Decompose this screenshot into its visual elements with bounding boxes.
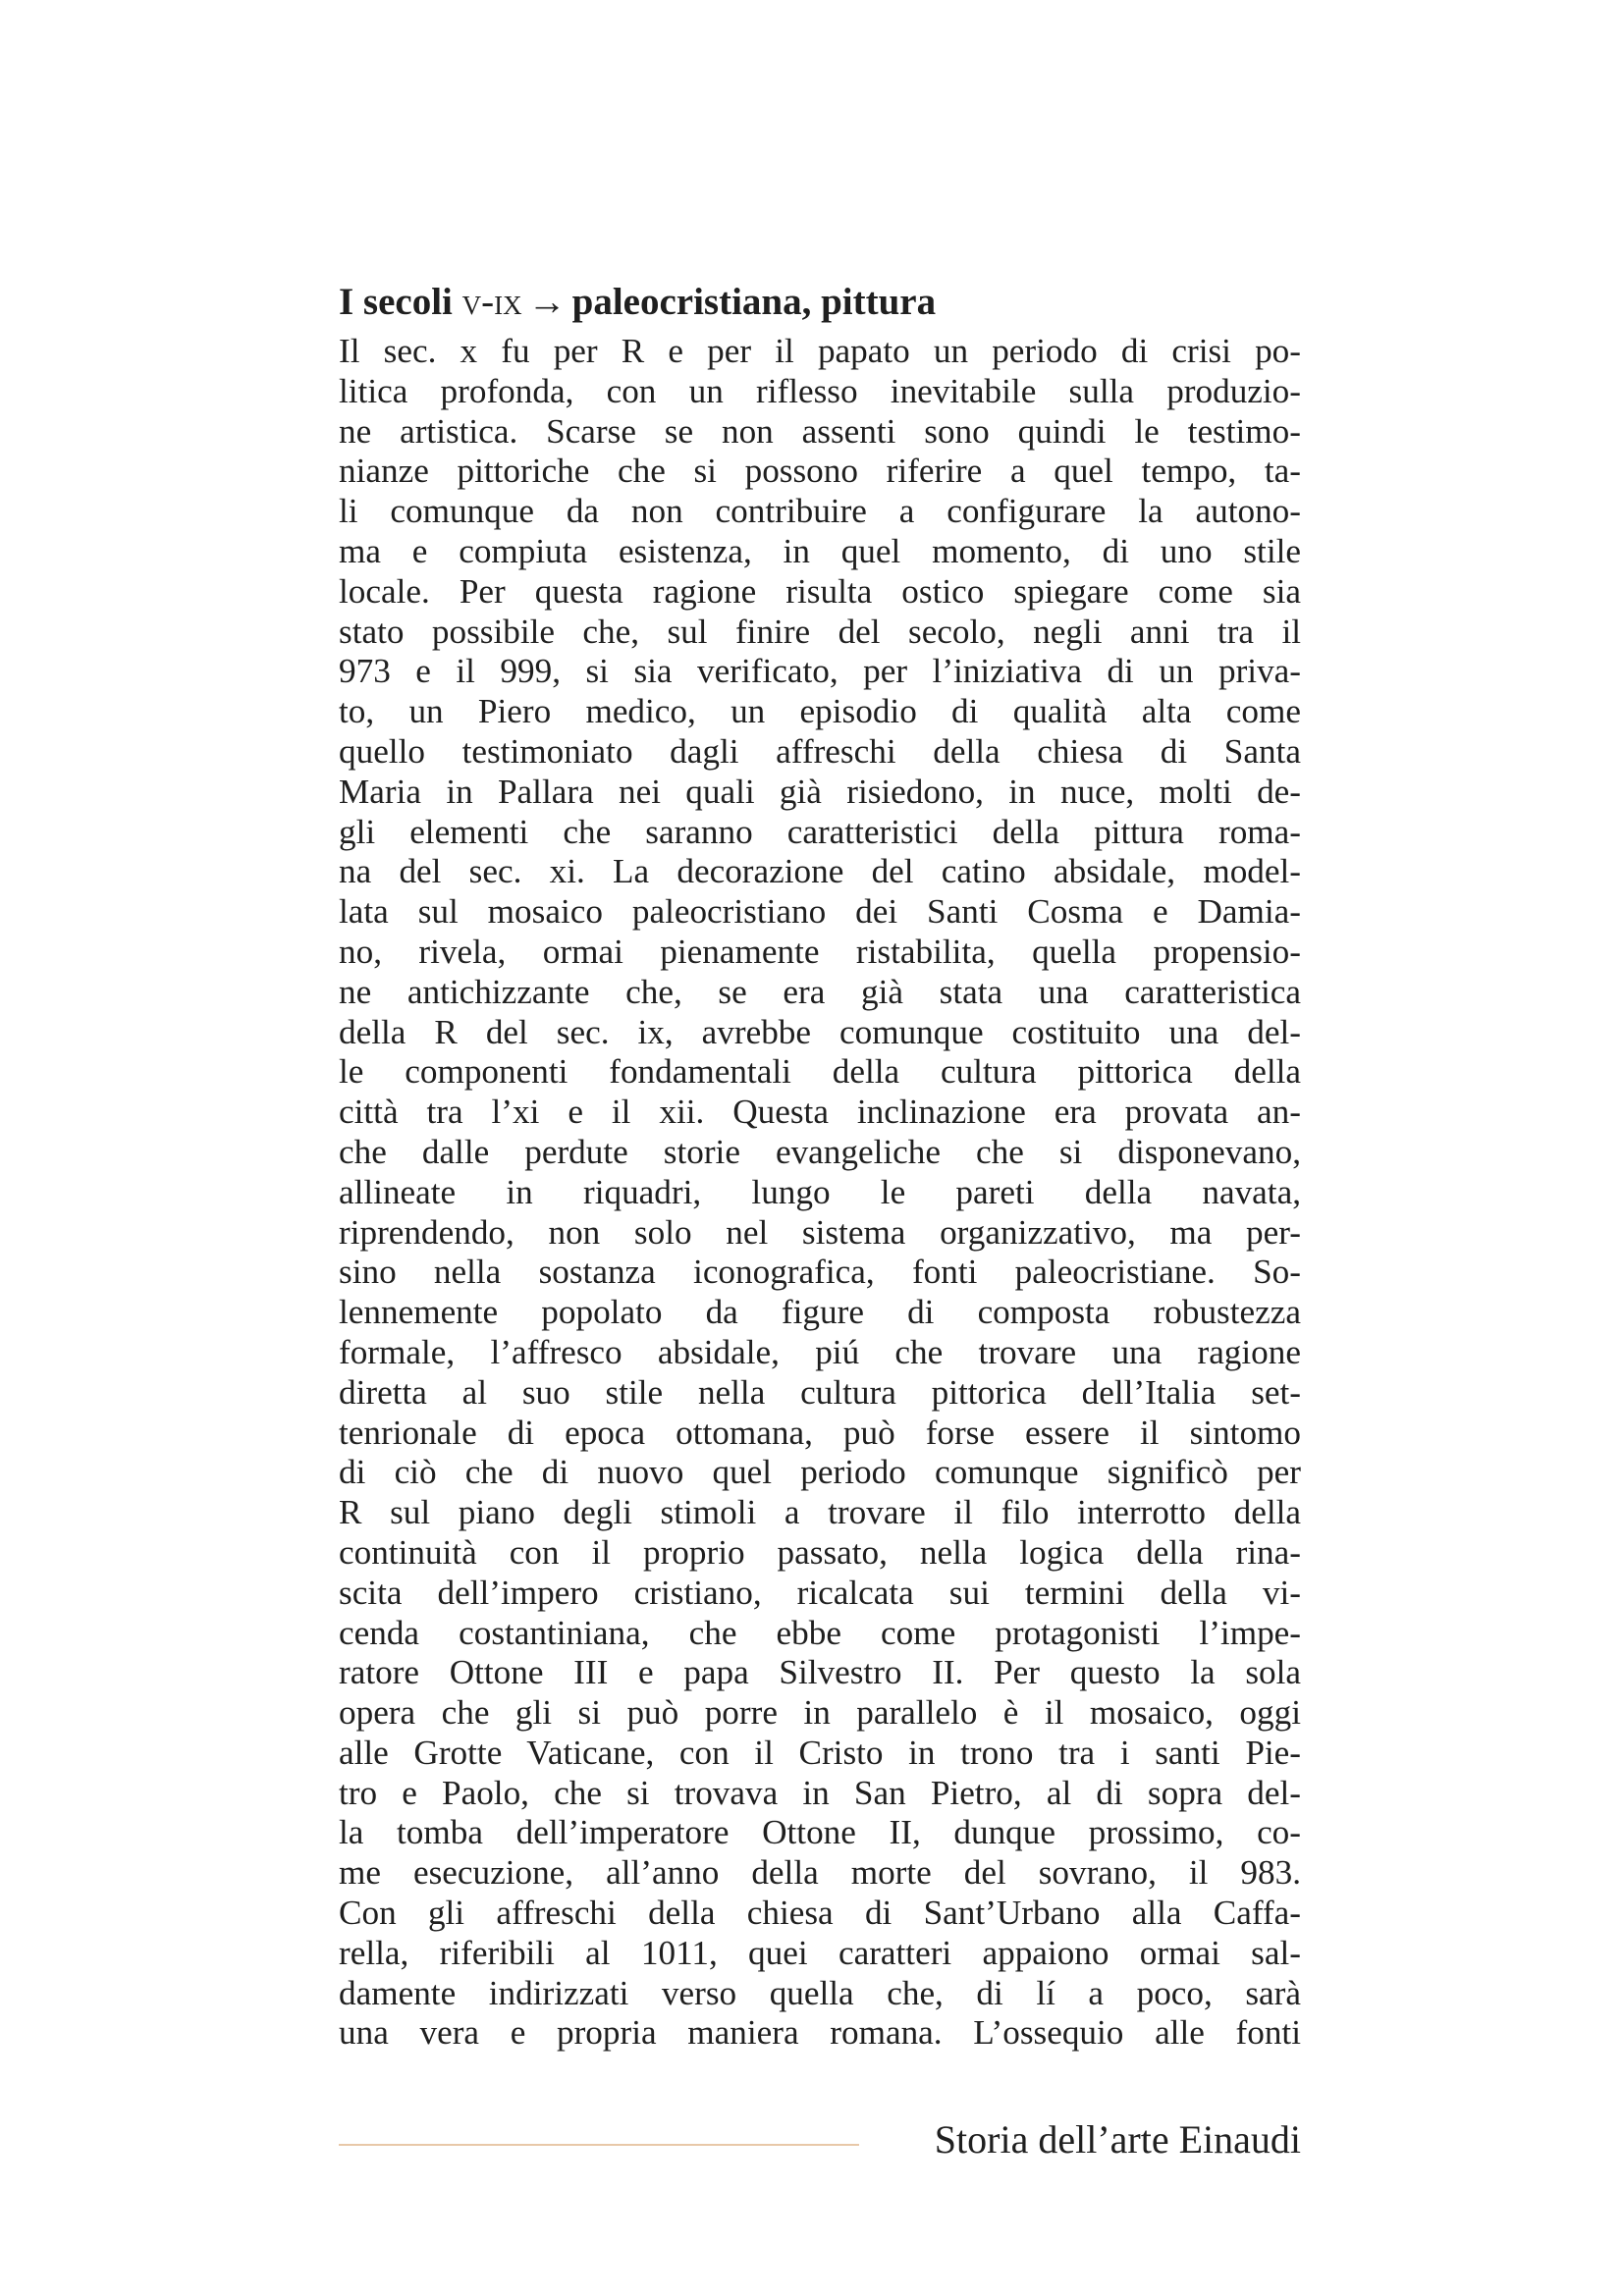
body-line: Il sec. x fu per R e per il papato un periodo di crisi po- — [339, 332, 1301, 370]
body-line: to, un Piero medico, un episodio di qualità alta come — [339, 692, 1301, 731]
body-line: quello testimoniato dagli affreschi della chiesa di Santa — [339, 731, 1301, 771]
body-line: Maria in Pallara nei quali già risiedono, in nuce, molti de- — [339, 772, 1301, 811]
body-line: R sul piano degli stimoli a trovare il filo interrotto della — [339, 1493, 1301, 1532]
body-text — [339, 332, 1301, 2054]
body-line: li comunque da non contribuire a configurare la autono- — [339, 492, 1301, 531]
body-line: lennemente popolato da figure di composta robustezza — [339, 1293, 1301, 1332]
body-line: che dalle perdute storie evangeliche che si disponevano, — [339, 1132, 1301, 1171]
body-line: città tra l’xi e il xii. Questa inclinazione era provata an- — [339, 1093, 1301, 1132]
body-line: scita dell’impero cristiano, ricalcata sui termini della vi- — [339, 1573, 1301, 1612]
body-line: rella, riferibili al 1011, quei caratteri appaiono ormai sal- — [339, 1933, 1301, 1972]
body-line: nianze pittoriche che si possono riferire a quel tempo, ta- — [339, 452, 1301, 491]
body-line: continuità con il proprio passato, nella logica della rina- — [339, 1532, 1301, 1572]
body-line: stato possibile che, sul finire del secolo, negli anni tra il — [339, 612, 1301, 651]
body-line: la tomba dell’imperatore Ottone II, dunque prossimo, co- — [339, 1813, 1301, 1852]
body-line: tenrionale di epoca ottomana, può forse essere il sintomo — [339, 1413, 1301, 1452]
body-line: una vera e propria maniera romana. L’ossequio alle fonti — [339, 2013, 1301, 2053]
body-line: ratore Ottone III e papa Silvestro II. Per questo la sola — [339, 1653, 1301, 1692]
body-line: lata sul mosaico paleocristiano dei Santi Cosma e Damia- — [339, 892, 1301, 932]
body-line: di ciò che di nuovo quel periodo comunque significò per — [339, 1453, 1301, 1492]
body-line: gli elementi che saranno caratteristici della pittura roma- — [339, 812, 1301, 851]
footer-rule — [339, 2144, 859, 2146]
body-line: diretta al suo stile nella cultura pittorica dell’Italia set- — [339, 1372, 1301, 1412]
body-line: damente indirizzati verso quella che, di lí a poco, sarà — [339, 1973, 1301, 2012]
body-line: Con gli affreschi della chiesa di Sant’Urbano alla Caffa- — [339, 1894, 1301, 1933]
heading-prefix: I secoli — [339, 281, 453, 323]
body-line: na del sec. xi. La decorazione del catino absidale, model- — [339, 852, 1301, 891]
body-line: alle Grotte Vaticane, con il Cristo in trono tra i santi Pie- — [339, 1733, 1301, 1772]
body-line: riprendendo, non solo nel sistema organizzativo, ma per- — [339, 1212, 1301, 1252]
section-heading — [339, 277, 1301, 328]
body-line: sino nella sostanza iconografica, fonti paleocristiane. So- — [339, 1253, 1301, 1292]
body-line: allineate in riquadri, lungo le pareti della navata, — [339, 1172, 1301, 1211]
publisher-credit: Storia dell’arte Einaudi — [934, 2117, 1301, 2162]
body-line: ne antichizzante che, se era già stata una caratteristica — [339, 972, 1301, 1011]
body-line: no, rivela, ormai pienamente ristabilita, quella propensio- — [339, 932, 1301, 971]
body-line: 973 e il 999, si sia verificato, per l’iniziativa di un priva- — [339, 652, 1301, 691]
body-line: formale, l’affresco absidale, piú che trovare una ragione — [339, 1332, 1301, 1371]
page-footer — [339, 2114, 1301, 2165]
body-line: me esecuzione, all’anno della morte del sovrano, il 983. — [339, 1853, 1301, 1893]
body-line: della R del sec. ix, avrebbe comunque costituito una del- — [339, 1012, 1301, 1051]
heading-century-range: v-ix — [461, 281, 522, 323]
heading-topic-link[interactable]: paleocristiana, pittura — [571, 281, 937, 323]
body-line: ma e compiuta esistenza, in quel momento, di uno stile — [339, 531, 1301, 570]
body-line: le componenti fondamentali della cultura pittorica della — [339, 1052, 1301, 1092]
body-line: ne artistica. Scarse se non assenti sono quindi le testimo- — [339, 411, 1301, 451]
body-line: opera che gli si può porre in parallelo è il mosaico, oggi — [339, 1693, 1301, 1733]
body-line: cenda costantiniana, che ebbe come protagonisti l’impe- — [339, 1613, 1301, 1652]
body-line: locale. Per questa ragione risulta ostico spiegare come sia — [339, 571, 1301, 611]
body-line: litica profonda, con un riflesso inevitabile sulla produzio- — [339, 371, 1301, 410]
body-line: tro e Paolo, che si trovava in San Pietro, al di sopra del- — [339, 1773, 1301, 1812]
cross-reference-arrow-icon: → — [527, 281, 567, 323]
